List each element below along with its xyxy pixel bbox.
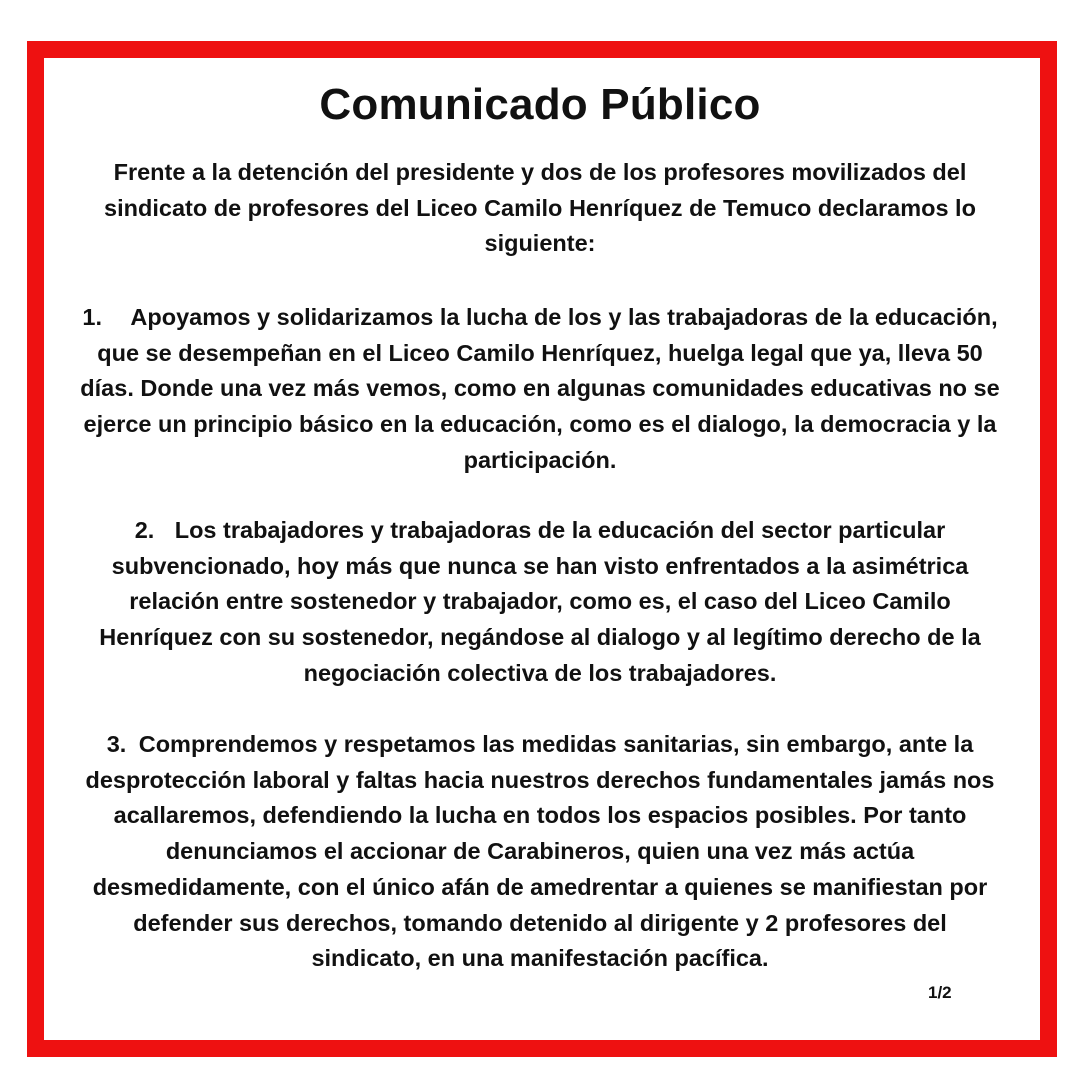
point-2-paragraph xyxy=(40,513,1040,692)
point-1-line: que se desempeñan en el Liceo Camilo Henríquez, huelga legal que ya, lleva 50 xyxy=(97,339,983,366)
intro-paragraph xyxy=(40,155,1040,262)
point-2-first-line xyxy=(40,513,1040,549)
point-2-line: relación entre sostenedor y trabajador, como es, el caso del Liceo Camilo xyxy=(129,588,951,615)
point-3-number: 3. xyxy=(106,731,127,757)
point-1-line: Apoyamos y solidarizamos la lucha de los y las trabajadoras de la educación, xyxy=(130,304,998,330)
point-3-line: denunciamos el accionar de Carabineros, quien una vez más actúa xyxy=(165,838,915,865)
point-2-line: negociación colectiva de los trabajadores. xyxy=(303,659,777,686)
page-title: Comunicado Público xyxy=(319,80,761,129)
intro-line: sindicato de profesores del Liceo Camilo Henríquez de Temuco declaramos lo xyxy=(104,194,976,221)
point-1-first-line xyxy=(40,300,1040,336)
intro-line: siguiente: xyxy=(484,230,596,257)
page-number: 1/2 xyxy=(928,983,952,1002)
point-1-line: participación. xyxy=(463,446,617,473)
point-3-paragraph xyxy=(40,727,1040,977)
point-2-line: subvencionado, hoy más que nunca se han visto enfrentados a la asimétrica xyxy=(111,552,969,579)
point-3-first-line xyxy=(40,727,1040,763)
point-2-number: 2. xyxy=(134,517,155,543)
point-3-line: sindicato, en una manifestación pacífica. xyxy=(311,945,769,972)
point-1-paragraph xyxy=(40,300,1040,479)
point-3-line: desprotección laboral y faltas hacia nuestros derechos fundamentales jamás nos xyxy=(85,766,995,793)
point-2-line: Los trabajadores y trabajadoras de la educación del sector particular xyxy=(174,517,946,543)
point-1-line: días. Donde una vez más vemos, como en algunas comunidades educativas no se xyxy=(80,375,1000,402)
intro-line: Frente a la detención del presidente y dos de los profesores movilizados del xyxy=(113,159,967,185)
point-1-line: ejerce un principio básico en la educación, como es el dialogo, la democracia y la xyxy=(83,411,997,438)
point-3-line: desmedidamente, con el único afán de amedrentar a quienes se manifiestan por xyxy=(92,873,988,900)
point-2-line: Henríquez con su sostenedor, negándose al dialogo y al legítimo derecho de la xyxy=(99,624,981,651)
point-1-number: 1. xyxy=(82,304,102,330)
point-3-line: acallaremos, defendiendo la lucha en todos los espacios posibles. Por tanto xyxy=(113,802,967,829)
point-3-line: defender sus derechos, tomando detenido al dirigente y 2 profesores del xyxy=(133,909,947,936)
point-3-line: Comprendemos y respetamos las medidas sanitarias, sin embargo, ante la xyxy=(138,731,974,757)
